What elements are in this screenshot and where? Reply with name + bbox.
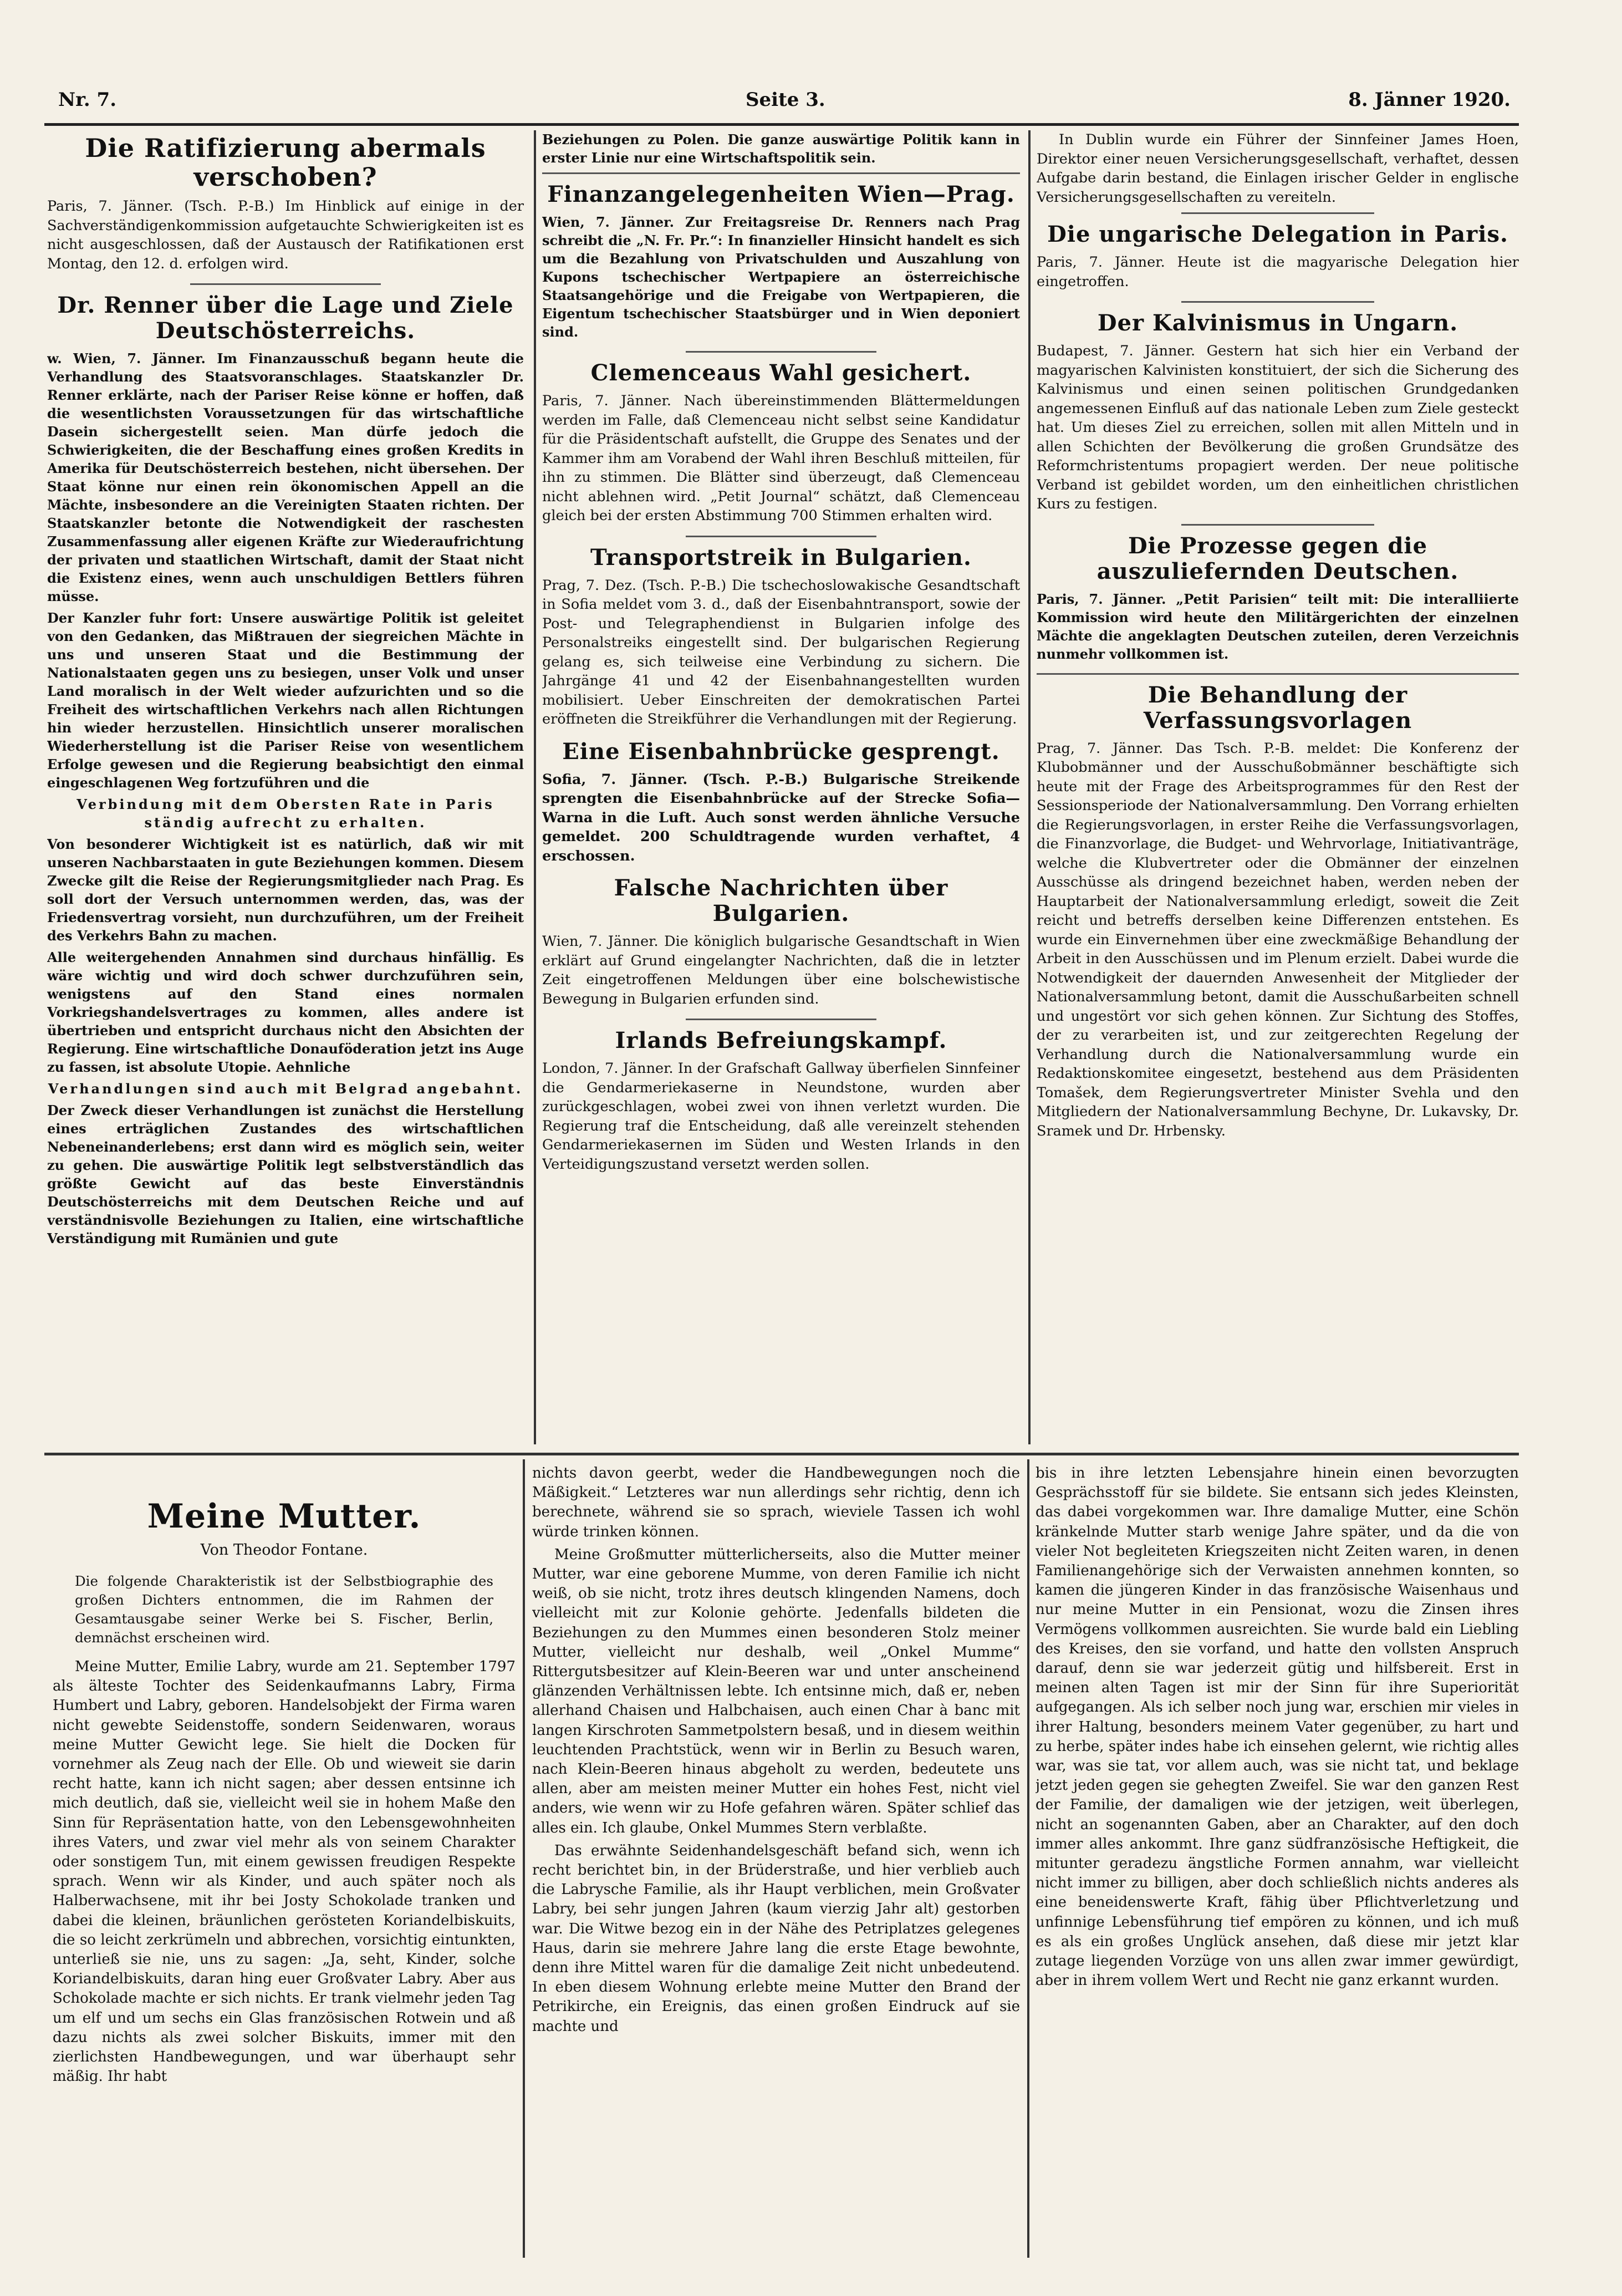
headline: Die Ratifizierung abermals verschoben?	[85, 133, 486, 192]
headline: Der Kalvinismus in Ungarn.	[1097, 310, 1458, 336]
article-eisenbahnbruecke	[542, 739, 1020, 866]
issue-number: Nr. 7.	[58, 89, 117, 111]
column-rule	[523, 1459, 525, 2258]
column-1	[47, 130, 524, 1444]
article-text: Alle weitergehenden Annahmen sind durchaus hinfällig. Es wäre wichtig und wird doch schwer durchzuführen sein, wenigstens auf den Stand eines normalen Vorkriegshandelsvertrages zu kommen, alles andere ist übertrieben und entspricht durchaus nicht den Absichten der Regierung. Eine wirtschaftliche Donauföderation jetzt ins Auge zu fassen, ist absolute Utopie. Aehnliche	[47, 949, 524, 1075]
article-text: w. Wien, 7. Jänner. Im Finanzausschuß begann heute die Verhandlung des Staatsvoranschlages. Staatskanzler Dr. Renner erklärte, nach der Pariser Reise könne er hoffen, daß die wesentlichsten Voraussetzungen für das wirtschaftliche Dasein sichergestellt seien. Man dürfe jedoch die Schwierigkeiten, die der Beschaffung eines großen Kredits in Amerika für Deutschösterreich bestehen, nicht übersehen. Der Staat könne nur einen rein ökonomischen Appell an die Mächte, insbesondere an die Vereinigten Staaten richten. Der Staatskanzler betonte die Notwendigkeit der raschesten Zusammenfassung aller eigenen Kräfte zur Wiederaufrichtung der privaten und staatlichen Wirtschaft, damit der Staat nicht die Existenz eines, wenn auch unschuldigen Bettlers führen müsse.	[47, 350, 524, 604]
article-text: Paris, 7. Jänner. Nach übereinstimmenden Blättermeldungen werden im Falle, daß Clemenceau nicht selbst seine Kandidatur für die Präsidentschaft aufstellt, die Gruppe des Senates und der Kammer ihm am Vorabend der Wahl ihren Beschluß mitteilen, für ihn zu stimmen. Die Blätter sind überzeugt, daß Clemenceau nicht ablehnen wird. „Petit Journal“ schätzt, daß Clemenceau gleich bei der ersten Abstimmung 700 Stimmen erhalten wird.	[542, 393, 1020, 524]
feuilleton-column-2	[532, 1464, 1020, 2262]
separator	[190, 283, 381, 285]
article-text: bis in ihre letzten Lebensjahre hinein einen bevorzugten Gesprächsstoff für sie bildete. Sie entsann sich jedes Kleinsten, das dabei vorgekommen war. Ihre damalige Mutter, eine Schön kränkelnde Mutter starb wenige Jahre später, und da die von vieler Not begleiteten Kriegszeiten nicht Zeiten waren, in denen Familienangehörige sich der Verwaisten annehmen konnten, so kamen die jüngeren Kinder in das französische Waisenhaus und nur meine Mutter in ein Pensionat, wozu die Zinsen ihres Vermögens vollkommen ausreichten. Sie wurde bald ein Liebling des Kreises, den sie vorfand, und hatte den vollsten Anspruch darauf, denn sie war jederzeit gütig und hilfsbereit. Erst in meinen alten Tagen ist mir der Sinn für ihre Superiorität aufgegangen. Als ich selber noch jung war, erschien mir vieles in ihrer Haltung, besonders meinem Vater gegenüber, zu hart und zu herbe, später indes habe ich einsehen gelernt, wie richtig alles war, was sie tat, vor allem auch, was sie nicht tat, und beklage jetzt jeden gegen sie gehegten Zweifel. Sie war den ganzen Rest der Familie, der damaligen wie der jetzigen, weit überlegen, nicht an sogenannten Gaben, aber an Charakter, auf den doch immer alles ankommt. Ihre ganz südfranzösische Heftigkeit, die mitunter geradezu ängstliche Formen annahm, war vielleicht nicht immer zu billigen, aber doch schließlich nichts anderes als eine beneidenswerte Kraft, fähig über Pflichtverletzung und unfinnige Lebensführung tief empören zu können, und ich muß es als ein großes Unglück ansehen, daß diese mir jetzt klar zutage liegenden Vorzüge von uns allen zwar immer gewürdigt, aber in ihrem vollem Wert und Recht nie ganz erkannt wurden.	[1036, 1465, 1519, 1989]
feuilleton-column-1	[53, 1464, 516, 2262]
article-text: Von besonderer Wichtigkeit ist es natürlich, daß wir mit unseren Nachbarstaaten in gute Beziehungen kommen. Diesem Zwecke gilt die Reise der Regierungsmitglieder nach Prag. Es soll dort der Versuch unternommen werden, das, was der Friedensvertrag vorsieht, nun durchzuführen, um der Freiheit des Verkehrs Bahn zu machen.	[47, 836, 524, 944]
headline: Die Behandlung der Verfassungsvorlagen	[1143, 681, 1412, 734]
article-text: Paris, 7. Jänner. (Tsch. P.-B.) Im Hinblick auf einige in der Sachverständigenkommission aufgetauchte Schwierigkeiten ist es nicht ausgeschlossen, daß der Austausch der Ratifikationen erst Montag, den 12. d. erfolgen wird.	[47, 198, 524, 272]
article-renner	[47, 293, 524, 1248]
separator	[686, 536, 877, 537]
column-rule	[1027, 1459, 1029, 2258]
headline: Irlands Befreiungskampf.	[615, 1027, 947, 1053]
separator	[686, 1019, 877, 1020]
article-text: Prag, 7. Dez. (Tsch. P.-B.) Die tschechoslowakische Gesandtschaft in Sofia meldet vom 3. d., daß der Eisenbahntransport, sowie der Post- und Telegraphendienst in Bulgarien infolge des Personalstreiks eingestellt sind. Der bulgarischen Regierung gelang es, sich teilweise eine Verbindung zu sichern. Die Jahrgänge 41 und 42 der Eisenbahnangestellten wurden mobilisiert. Ueber Einschreiten der demokratischen Partei eröffneten die Streikführer die Verhandlungen mit der Regierung.	[542, 577, 1020, 727]
separator	[1181, 524, 1374, 526]
author-byline: Von Theodor Fontane.	[200, 1541, 368, 1559]
column-rule	[1028, 130, 1031, 1444]
article-text: Paris, 7. Jänner. Heute ist die magyarische Delegation hier eingetroffen.	[1037, 254, 1519, 290]
feuilleton-title: Meine Mutter.	[147, 1497, 421, 1536]
article-clemenceau	[542, 360, 1020, 526]
article-falsche-nachrichten	[542, 875, 1020, 1009]
article-text: Meine Mutter, Emilie Labry, wurde am 21. September 1797 als älteste Tochter des Seidenkaufmanns Labry, Firma Humbert und Labry, geboren. Handelsobjekt der Firma waren nicht gewebte Seidenstoffe, sondern Seidenwaren, woraus meine Mutter Gewicht lege. Sie hielt die Docken für vornehmer als Zeug nach der Elle. Ob und wieweit sie darin recht hatte, kann ich nicht sagen; aber dessen entsinne ich mich deutlich, daß sie, vielleicht weil sie in hohem Maße den Sinn für Repräsentation hatte, von den Lebensgewohnheiten ihres Vaters, und zwar viel mehr als von seinem Charakter oder sonstigem Tun, mit einem gewissen freudigen Respekte sprach. Wenn wir als Kinder, und auch später noch als Halberwachsene, mit ihr bei Josty Schokolade tranken und dabei die kleinen, bräunlichen gerösteten Koriandelbiskuits, die so leicht zerkrümeln und abbrechen, vorsichtig eintunkten, unterließ sie nie, uns zu sagen: „Ja, seht, Kinder, solche Koriandelbiskuits, daran hing euer Großvater Labry. Aber aus Schokolade machte er sich nichts. Er trank vielmehr jeden Tag um elf und um sechs ein Glas französischen Rotwein und aß dazu nichts als zwei solcher Biskuits, immer mit den zierlichsten Handbewegungen, und war überhaupt sehr mäßig. Ihr habt	[53, 1658, 516, 2085]
article-text: Meine Großmutter mütterlicherseits, also die Mutter meiner Mutter, war eine geborene Mumme, von deren Familie ich nicht weiß, ob sie nicht, trotz ihres deutsch klingenden Namens, doch vielleicht mit zur Kolonie gehörte. Jedenfalls bildeten die Beziehungen zu den Mummes einen besonderen Stolz meiner Mutter, vielleicht nur deshalb, weil „Onkel Mumme“ Rittergutsbesitzer auf Klein-Beeren war und unter anscheinend glänzenden Verhältnissen lebte. Ich entsinne mich, daß er, neben allerhand Chaisen und Halbchaisen, auch einen Char à banc mit langen Kirschroten Sammetpolstern besaß, und in diesem weithin leuchtenden Prachtstück, wenn wir in Berlin zu Besuch waren, nach Klein-Beeren hinaus abgeholt zu werden, bedeutete uns allen, aber am meisten meiner Mutter ein hohes Fest, nicht viel anders, wie wenn wir zu Hofe gefahren wären. Später schlief das alles ein. Ich glaube, Onkel Mummes Stern verblaßte.	[532, 1546, 1020, 1836]
article-irland	[542, 1028, 1020, 1174]
subheading: Verhandlungen sind auch mit Belgrad angebahnt.	[48, 1081, 523, 1097]
article-text: London, 7. Jänner. In der Grafschaft Gallway überfielen Sinnfeiner die Gendarmeriekaserne in Neundstone, wurden aber zurückgeschlagen, wobei zwei von ihnen verletzt wurden. Die Regierung traf die Entscheidung, daß alle vereinzelt stehenden Gendarmeriekasernen im Süden und Westen Irlands in den Verteidigungszustand versetzt werden sollen.	[542, 1060, 1020, 1173]
feuilleton-intro: Die folgende Charakteristik ist der Selbstbiographie des großen Dichters entnommen, die im Rahmen der Gesamtausgabe seiner Werke bei S. Fischer, Berlin, demnächst erscheinen wird.	[75, 1573, 493, 1646]
feuilleton-column-3	[1036, 1464, 1519, 2262]
article-kalvinismus	[1037, 310, 1519, 514]
article-prozesse	[1037, 533, 1519, 663]
subheading: Verbindung mit dem Obersten Rate in Paris ständig aufrecht zu erhalten.	[76, 796, 494, 831]
headline: Die ungarische Delegation in Paris.	[1047, 221, 1508, 247]
article-text: Sofia, 7. Jänner. (Tsch. P.-B.) Bulgarische Streikende sprengten die Eisenbahnbrücke auf der Strecke Sofia—Warna in die Luft. Auch sonst werden ähnliche Versuche gemeldet. 200 Schuldtragende wurden verhaftet, 4 erschossen.	[542, 771, 1020, 864]
header-rule	[44, 123, 1519, 126]
article-text: Budapest, 7. Jänner. Gestern hat sich hier ein Verband der magyarischen Kalvinisten konstituiert, der sich die Sicherung des Kalvinismus und einen seinen politischen Grundgedanken angemessenen Einfluß auf das nationale Leben zum Ziele gesteckt hat. Um dieses Ziel zu erreichen, sollen mit allen Mitteln und in allen Schichten der Bevölkerung die großen Grundsätze des Reformchristentums propagiert werden. Der neue politische Verband ist gebildet worden, um den einheitlichen christlichen Kurs zu festigen.	[1037, 343, 1519, 512]
column-2	[542, 130, 1020, 1444]
headline: Clemenceaus Wahl gesichert.	[590, 360, 972, 386]
headline: Die Prozesse gegen die auszuliefernden Deutschen.	[1096, 532, 1459, 584]
article-text: In Dublin wurde ein Führer der Sinnfeiner James Hoen, Direktor einer neuen Versicherungsgesellschaft, verhaftet, dessen Aufgabe darin bestand, die Einlagen irischer Gelder in englische Versicherungsgesellschaften zu vereiteln.	[1037, 131, 1519, 206]
column-3	[1037, 130, 1519, 1444]
separator	[1181, 212, 1374, 214]
article-finanz	[542, 182, 1020, 341]
article-text: Prag, 7. Jänner. Das Tsch. P.-B. meldet: Die Konferenz der Klubobmänner und der Ausschußobmänner beschäftigte sich heute mit der Frage des Arbeitsprogrammes für den Rest der Sessionsperiode der Nationalversammlung. Den Vorrang erhielten die Regierungsvorlagen, in erster Reihe die Verfassungsvorlagen, die Finanzvorlage, die Budget- und Wehrvorlage, Initiativanträge, welche die Klubvertreter oder die Obmänner der einzelnen Ausschüsse als dringend bezeichnet haben, werden neben der Hauptarbeit der Nationalversammlung erledigt, soweit die Zeit reicht und betreffs derselben keine Differenzen entstehen. Es wurde ein Einvernehmen über eine zweckmäßige Behandlung der Arbeit in den Ausschüssen und im Plenum erzielt. Dabei wurde die Notwendigkeit der dauernden Anwesenheit der Mitglieder der Nationalversammlung betont, damit die Ausschußarbeiten schnell und ungestört vor sich gehen können. Zur Sichtung des Stoffes, der zu verarbeiten ist, und zur zeitgerechten Regelung der Verhandlung durch die Nationalversammlung wurde ein Redaktionskomitee eingesetzt, bestehend aus dem Präsidenten Tomašek, dem Regierungsvertreter Minister Svehla und den Mitgliedern der Nationalversammlung Bechyne, Dr. Lukavsky, Dr. Sramek und Dr. Hrbensky.	[1037, 740, 1519, 1139]
page-number: Seite 3.	[746, 89, 825, 111]
headline: Dr. Renner über die Lage und Ziele Deutschösterreichs.	[57, 292, 514, 344]
article-text: Paris, 7. Jänner. „Petit Parisien“ teilt mit: Die interalliierte Kommission wird heute den Militärgerichten der einzelnen Mächte die angeklagten Deutschen zuteilen, deren Verzeichnis nunmehr vollkommen ist.	[1037, 590, 1519, 662]
article-text: Beziehungen zu Polen. Die ganze auswärtige Politik kann in erster Linie nur eine Wirtschaftspolitik sein.	[542, 131, 1020, 166]
article-text: Der Zweck dieser Verhandlungen ist zunächst die Herstellung eines erträglichen Zustandes des wirtschaftlichen Nebeneinanderlebens; erst dann wird es möglich sein, weiter zu gehen. Die auswärtige Politik legt selbstverständlich das größte Gewicht auf das beste Einverständnis Deutschösterreichs mit dem Deutschen Reiche und auf verständnisvolle Beziehungen zu Italien, eine wirtschaftliche Verständigung mit Rumänien und gute	[47, 1102, 524, 1246]
page-header	[58, 89, 1511, 122]
article-verfassungsvorlagen	[1037, 683, 1519, 1141]
article-text: Wien, 7. Jänner. Die königlich bulgarische Gesandtschaft in Wien erklärt auf Grund eingelangter Nachrichten, daß die in letzter Zeit eingetroffenen Meldungen über eine bolschewistische Bewegung in Bulgarien erfunden sind.	[542, 933, 1020, 1007]
article-text: Der Kanzler fuhr fort: Unsere auswärtige Politik ist geleitet von den Gedanken, das Mißtrauen der siegreichen Mächte in uns und unseren Staat und die Bestimmung der Nationalstaaten gegen uns zu besiegen, unser Volk und unser Land moralisch in der Welt wieder aufzurichten und so die Freiheit des wirtschaftlichen Verkehrs nach allen Richtungen hin wieder herzustellen. Hinsichtlich unserer moralischen Wiederherstellung ist die Pariser Reise von wesentlichem Erfolge gewesen und die Regierung beabsichtigt den einmal eingeschlagenen Weg fortzuführen und die	[47, 610, 524, 791]
article-text: Das erwähnte Seidenhandelsgeschäft befand sich, wenn ich recht berichtet bin, in der Brüderstraße, und hier verblieb auch die Labrysche Familie, als ihr Haupt verblichen, mein Großvater Labry, bei sehr jungen Jahren (kaum vierzig Jahr alt) gestorben war. Die Witwe bezog ein in der Nähe des Petriplatzes gelegenes Haus, darin sie mehrere Jahre lang die erste Etage bewohnte, denn ihre Mittel waren für die damalige Zeit nicht unbedeutend. In eben diesem Wohnung erlebte meine Mutter den Brand der Petrikirche, ein Ereignis, das einen großen Eindruck auf sie machte und	[532, 1842, 1020, 2035]
headline: Transportstreik in Bulgarien.	[590, 544, 972, 571]
separator	[1037, 673, 1519, 675]
headline: Falsche Nachrichten über Bulgarien.	[614, 875, 948, 926]
issue-date: 8. Jänner 1920.	[1348, 89, 1511, 111]
column-rule	[534, 130, 536, 1444]
headline: Finanzangelegenheiten Wien—Prag.	[547, 181, 1015, 207]
feuilleton-rule	[44, 1453, 1519, 1455]
separator	[1181, 301, 1374, 303]
headline: Eine Eisenbahnbrücke gesprengt.	[562, 738, 1000, 765]
separator	[686, 351, 877, 353]
article-transportstreik	[542, 545, 1020, 729]
separator	[542, 172, 1020, 174]
article-ungarische-delegation	[1037, 222, 1519, 291]
article-ratifizierung	[47, 134, 524, 273]
article-text: Wien, 7. Jänner. Zur Freitagsreise Dr. Renners nach Prag schreibt die „N. Fr. Pr.“: In finanzieller Hinsicht handelt es sich um die Bezahlung von Privatschulden und Auszahlung von Kupons tschechischer Wertpapiere an österreichische Staatsangehörige und die Freigabe von Wertpapieren, die Eigentum tschechischer Staatsbürger und in Wien deponiert sind.	[542, 214, 1020, 340]
article-text: nichts davon geerbt, weder die Handbewegungen noch die Mäßigkeit.“ Letzteres war nun allerdings sehr richtig, denn ich berechnete, während sie so sprach, wieviele Tassen ich wohl würde trinken können.	[532, 1465, 1020, 1540]
